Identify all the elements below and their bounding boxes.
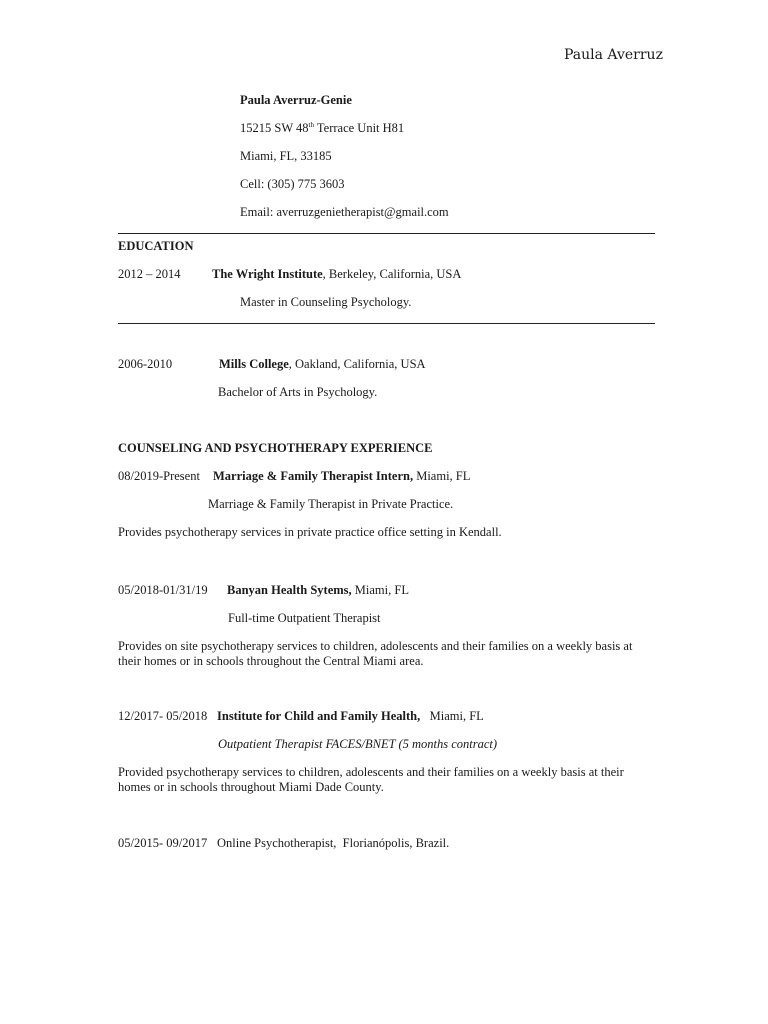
experience-2-location: Miami, FL bbox=[351, 583, 409, 597]
experience-1-description: Provides psychotherapy services in private practice office setting in Kendall. bbox=[118, 525, 502, 539]
education-1-degree: Master in Counseling Psychology. bbox=[240, 295, 412, 309]
section-divider bbox=[118, 323, 655, 324]
section-divider bbox=[118, 233, 655, 234]
experience-1-location: Miami, FL bbox=[413, 469, 471, 483]
experience-4-line: Online Psychotherapist, Florianópolis, Brazil. bbox=[217, 836, 450, 850]
education-1-institution: The Wright Institute bbox=[212, 267, 323, 281]
experience-2-description: Provides on site psychotherapy services to children, adolescents and their families on a weekly basis at their homes or in schools throughout the Central Miami area. bbox=[118, 639, 633, 668]
experience-1-org: Marriage & Family Therapist Intern, bbox=[213, 469, 414, 483]
experience-2-org: Banyan Health Sytems, bbox=[227, 583, 352, 597]
experience-1-employer bbox=[213, 469, 470, 484]
education-heading: EDUCATION bbox=[118, 239, 194, 253]
address-line-end: Terrace Unit H81 bbox=[313, 121, 405, 135]
contact-name: Paula Averruz-Genie bbox=[240, 93, 352, 107]
experience-3-role: Outpatient Therapist FACES/BNET (5 months contract) bbox=[218, 737, 498, 751]
education-1-location: , Berkeley, California, USA bbox=[322, 267, 462, 281]
address-line-start: 15215 SW 48 bbox=[240, 121, 309, 135]
experience-1-dates: 08/2019-Present bbox=[118, 469, 200, 483]
contact-address bbox=[240, 121, 404, 136]
education-2-location: , Oakland, California, USA bbox=[288, 357, 426, 371]
contact-cell: Cell: (305) 775 3603 bbox=[240, 177, 345, 191]
contact-city: Miami, FL, 33185 bbox=[240, 149, 332, 163]
experience-2-role: Full-time Outpatient Therapist bbox=[228, 611, 381, 625]
education-2-degree: Bachelor of Arts in Psychology. bbox=[218, 385, 378, 399]
experience-3-description: Provided psychotherapy services to children, adolescents and their families on a weekly basis at their homes or in schools throughout Miami Dade County. bbox=[118, 765, 624, 794]
education-1-dates: 2012 – 2014 bbox=[118, 267, 181, 281]
experience-4-dates: 05/2015- 09/2017 bbox=[118, 836, 208, 850]
experience-heading: COUNSELING AND PSYCHOTHERAPY EXPERIENCE bbox=[118, 441, 433, 455]
experience-2-dates: 05/2018-01/31/19 bbox=[118, 583, 208, 597]
education-2-school bbox=[219, 357, 426, 372]
address-ordinal-suffix: th bbox=[308, 120, 314, 129]
education-1-school bbox=[212, 267, 461, 282]
contact-email: Email: averruzgenietherapist@gmail.com bbox=[240, 205, 449, 219]
experience-3-org: Institute for Child and Family Health, bbox=[217, 709, 421, 723]
running-header-name: Paula Averruz bbox=[564, 47, 663, 63]
experience-3-location: Miami, FL bbox=[420, 709, 484, 723]
experience-3-employer bbox=[217, 709, 484, 724]
experience-2-employer bbox=[227, 583, 409, 598]
education-2-institution: Mills College bbox=[219, 357, 289, 371]
experience-1-role: Marriage & Family Therapist in Private Practice. bbox=[208, 497, 454, 511]
education-2-dates: 2006-2010 bbox=[118, 357, 173, 371]
experience-3-dates: 12/2017- 05/2018 bbox=[118, 709, 208, 723]
